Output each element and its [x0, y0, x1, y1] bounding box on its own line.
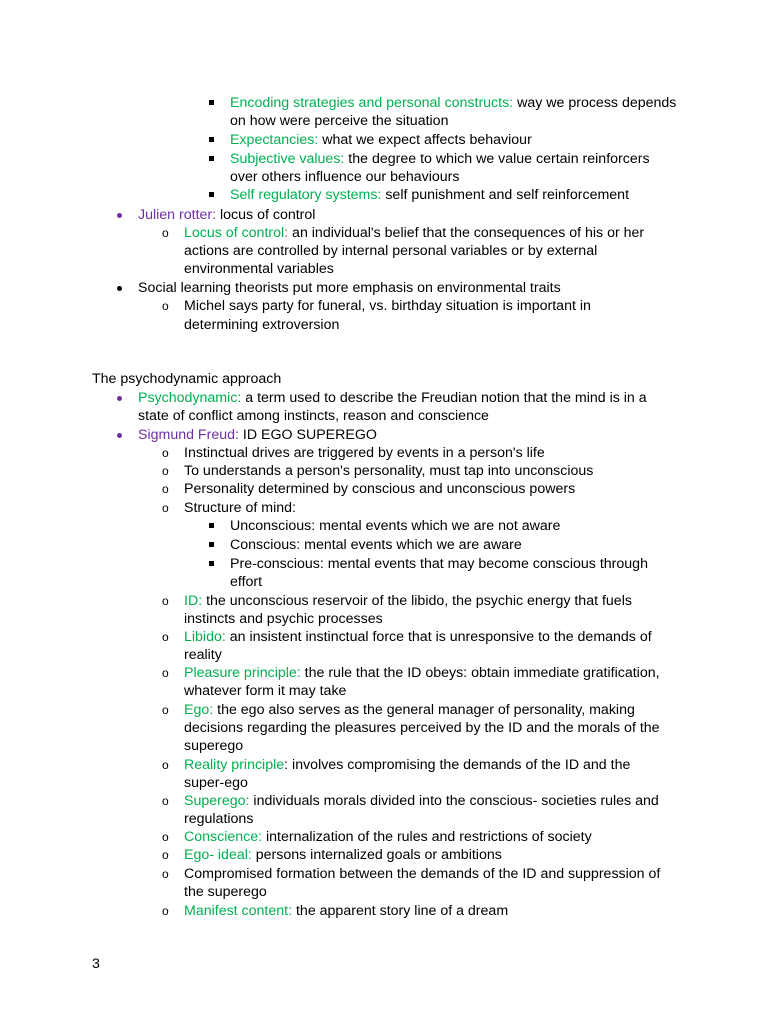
line-text: way we process depends [513, 95, 677, 111]
text-line [138, 206, 315, 224]
bullet-square-icon [209, 192, 214, 197]
text-line [184, 883, 267, 901]
line-text: internalization of the rules and restrictions of society [262, 829, 592, 845]
line-text: the unconscious reservoir of the libido, the psychic energy that fuels [202, 593, 632, 609]
text-line [138, 279, 561, 297]
term-label: Pleasure principle: [184, 665, 301, 681]
text-line [184, 756, 630, 774]
bullet-circle-icon: o [162, 226, 169, 240]
line-text: instincts and psychic processes [184, 611, 383, 627]
line-text: a term used to describe the Freudian notion that the mind is in a [241, 390, 647, 406]
text-line [230, 168, 460, 186]
text-line [184, 865, 660, 883]
text-line [230, 536, 522, 554]
line-text: the degree to which we value certain reinforcers [344, 151, 650, 167]
line-text: Personality determined by conscious and unconscious powers [184, 481, 576, 497]
line-text: self punishment and self reinforcement [381, 187, 630, 203]
line-text: effort [230, 574, 263, 590]
line-text: an insistent instinctual force that is unresponsive to the demands of [225, 629, 652, 645]
line-text: persons internalized goals or ambitions [251, 847, 502, 863]
text-line [184, 719, 660, 737]
line-text: what we expect affects behaviour [318, 132, 532, 148]
bullet-circle-icon: o [162, 594, 169, 608]
bullet-circle-icon: o [162, 446, 169, 460]
bullet-disc-icon [117, 433, 122, 438]
line-text: Structure of mind: [184, 500, 296, 516]
text-line [138, 389, 647, 407]
text-line [184, 462, 593, 480]
text-line [184, 224, 644, 242]
text-line [184, 260, 334, 278]
bullet-circle-icon: o [162, 758, 169, 772]
bullet-square-icon [209, 156, 214, 161]
bullet-disc-icon [117, 396, 122, 401]
text-line [184, 444, 545, 462]
line-text: Social learning theorists put more emphasis on environmental traits [138, 280, 561, 296]
text-line [230, 517, 560, 535]
term-label: Conscience: [184, 829, 263, 845]
line-text: Conscious: mental events which we are aware [230, 537, 522, 553]
bullet-circle-icon: o [162, 867, 169, 881]
term-label: Ego- ideal: [184, 847, 252, 863]
line-text: To understands a person's personality, must tap into unconscious [184, 463, 594, 479]
line-text: Compromised formation between the demands of the ID and suppression of [184, 866, 661, 882]
text-line [230, 150, 650, 168]
term-label: Superego: [184, 793, 250, 809]
term-label: Locus of control: [184, 225, 289, 241]
line-text: the rule that the ID obeys: obtain immediate gratification, [300, 665, 660, 681]
term-label: Ego: [184, 702, 214, 718]
term-label: Julien rotter: [138, 207, 217, 223]
text-line [184, 737, 243, 755]
bullet-square-icon [209, 137, 214, 142]
text-line [184, 610, 383, 628]
line-text: an individual's belief that the consequences of his or her [288, 225, 645, 241]
line-text: super-ego [184, 775, 248, 791]
bullet-circle-icon: o [162, 904, 169, 918]
text-line [230, 573, 262, 591]
text-line [184, 480, 575, 498]
term-label: Self regulatory systems: [230, 187, 382, 203]
term-label: Manifest content: [184, 903, 293, 919]
bullet-circle-icon: o [162, 666, 169, 680]
line-text: actions are controlled by internal personal variables or by external [184, 243, 598, 259]
line-text: superego [184, 738, 244, 754]
text-line [184, 810, 253, 828]
text-line [184, 646, 222, 664]
line-text: the ego also serves as the general manager of personality, making [213, 702, 635, 718]
line-text: Unconscious: mental events which we are not aware [230, 518, 561, 534]
text-line [184, 828, 592, 846]
line-text: : involves compromising the demands of the ID and the [284, 757, 631, 773]
line-text: ID EGO SUPEREGO [238, 427, 377, 443]
text-line [230, 555, 648, 573]
text-line [184, 682, 346, 700]
line-text: the superego [184, 884, 267, 900]
term-label: Encoding strategies and personal constructs: [230, 95, 514, 111]
text-line [184, 592, 632, 610]
line-text: state of conflict among instincts, reason and conscience [138, 408, 489, 424]
bullet-circle-icon: o [162, 703, 169, 717]
text-line [184, 499, 296, 517]
bullet-disc-icon [117, 286, 122, 291]
line-text: environmental variables [184, 261, 334, 277]
text-line [138, 407, 489, 425]
bullet-circle-icon: o [162, 464, 169, 478]
line-text: regulations [184, 811, 254, 827]
line-text: Michel says party for funeral, vs. birthday situation is important in [184, 298, 591, 314]
bullet-circle-icon: o [162, 848, 169, 862]
text-line [230, 112, 448, 130]
line-text: locus of control [216, 207, 316, 223]
bullet-circle-icon: o [162, 299, 169, 313]
text-line [184, 774, 248, 792]
bullet-circle-icon: o [162, 830, 169, 844]
bullet-circle-icon: o [162, 794, 169, 808]
text-line [92, 370, 281, 388]
text-line [184, 628, 652, 646]
text-line [184, 664, 660, 682]
text-line [184, 242, 597, 260]
text-line [184, 316, 339, 334]
line-text: determining extroversion [184, 317, 340, 333]
line-text: The psychodynamic approach [92, 371, 282, 387]
line-text: Instinctual drives are triggered by events in a person's life [184, 445, 545, 461]
line-text: reality [184, 647, 222, 663]
line-text: the apparent story line of a dream [292, 903, 509, 919]
bullet-circle-icon: o [162, 482, 169, 496]
text-line [230, 94, 676, 112]
bullet-disc-icon [117, 213, 122, 218]
term-label: Expectancies: [230, 132, 319, 148]
term-label: Subjective values: [230, 151, 345, 167]
term-label: Reality principle [184, 757, 285, 773]
bullet-square-icon [209, 542, 214, 547]
text-line [184, 902, 508, 920]
text-line [184, 792, 659, 810]
term-label: ID: [184, 593, 203, 609]
term-label: Libido: [184, 629, 226, 645]
bullet-square-icon [209, 561, 214, 566]
line-text: whatever form it may take [184, 683, 347, 699]
term-label: Sigmund Freud: [138, 427, 239, 443]
bullet-square-icon [209, 523, 214, 528]
text-line [230, 131, 532, 149]
text-line [184, 846, 502, 864]
line-text: over others influence our behaviours [230, 169, 460, 185]
page-number: 3 [92, 956, 100, 972]
bullet-circle-icon: o [162, 630, 169, 644]
text-line [184, 701, 635, 719]
text-line [184, 297, 591, 315]
line-text: individuals morals divided into the conscious- societies rules and [249, 793, 659, 809]
bullet-circle-icon: o [162, 501, 169, 515]
term-label: Psychodynamic: [138, 390, 242, 406]
text-line [138, 426, 377, 444]
bullet-square-icon [209, 100, 214, 105]
line-text: decisions regarding the pleasures perceived by the ID and the morals of the [184, 720, 660, 736]
line-text: on how were perceive the situation [230, 113, 449, 129]
line-text: Pre-conscious: mental events that may become conscious through [230, 556, 648, 572]
text-line [230, 186, 629, 204]
